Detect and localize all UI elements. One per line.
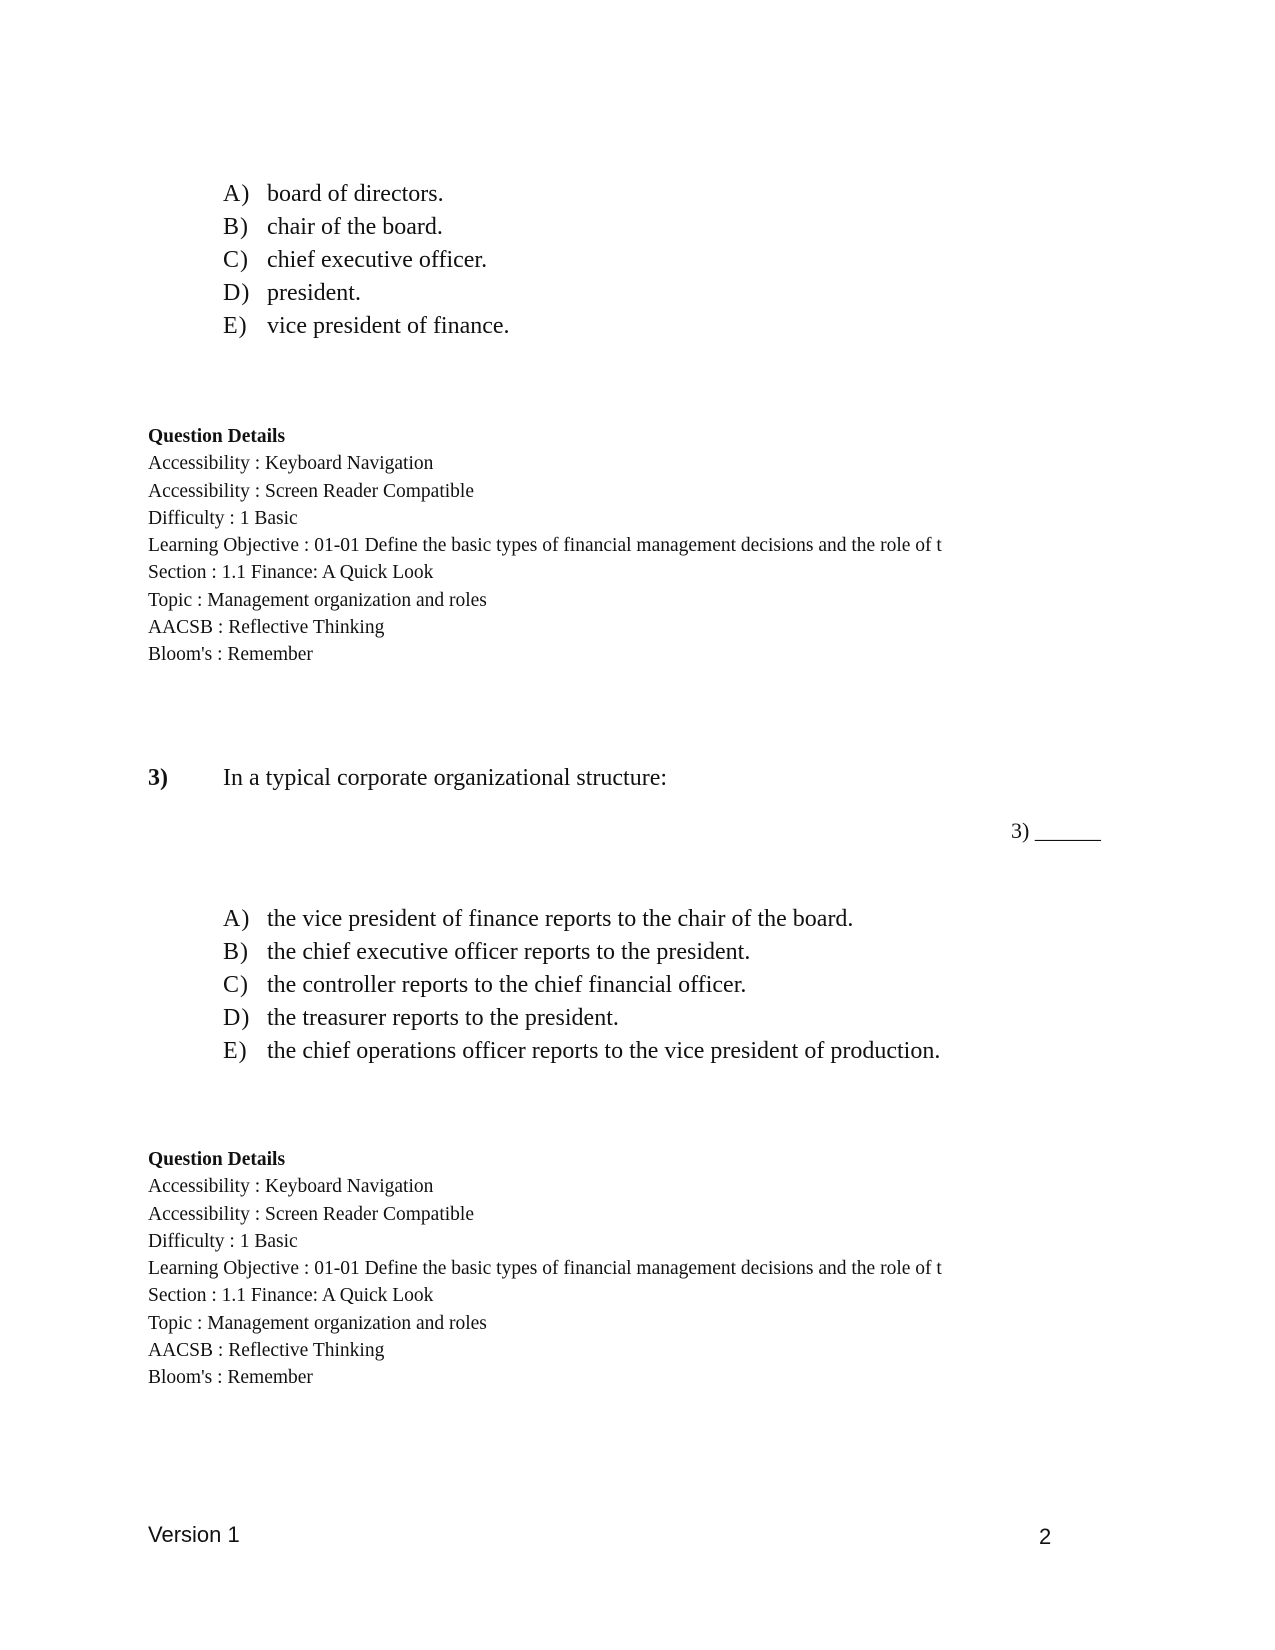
choice-text: board of directors.	[267, 181, 444, 207]
q2-question-details	[148, 423, 942, 669]
q3-choice-e	[223, 1035, 940, 1068]
details-heading: Question Details	[148, 426, 286, 447]
q3-choice-d	[223, 1002, 940, 1035]
choice-letter: E)	[223, 313, 248, 339]
details-line: Accessibility : Screen Reader Compatible	[148, 480, 474, 502]
q2-choice-c	[223, 244, 510, 277]
choice-text: chief executive officer.	[267, 247, 488, 273]
choice-text: vice president of finance.	[267, 313, 510, 339]
q3-choices	[223, 903, 940, 1068]
choice-letter: A)	[223, 906, 251, 932]
choice-text: chair of the board.	[267, 214, 443, 240]
q2-choice-b	[223, 211, 510, 244]
q3-question-text: In a typical corporate organizational structure:	[223, 765, 668, 791]
details-line: Learning Objective : 01-01 Define the basic types of financial management decisions and the role of t	[148, 1258, 942, 1280]
details-line: Bloom's : Remember	[148, 1367, 313, 1389]
choice-letter: B)	[223, 214, 249, 240]
details-heading: Question Details	[148, 1149, 286, 1170]
details-line: Accessibility : Screen Reader Compatible	[148, 1203, 474, 1225]
details-line: Learning Objective : 01-01 Define the basic types of financial management decisions and the role of t	[148, 535, 942, 557]
details-line: Section : 1.1 Finance: A Quick Look	[148, 1285, 434, 1307]
choice-text: the chief operations officer reports to the vice president of production.	[267, 1038, 941, 1064]
choice-letter: C)	[223, 972, 249, 998]
q3-choice-a	[223, 903, 940, 936]
details-line: Difficulty : 1 Basic	[148, 1230, 298, 1252]
choice-letter: A)	[223, 181, 251, 207]
choice-letter: E)	[223, 1038, 248, 1064]
details-line: AACSB : Reflective Thinking	[148, 617, 385, 639]
q2-choice-e	[223, 310, 510, 343]
q3-answer-blank[interactable]: 3) ______	[1011, 818, 1101, 843]
choice-text: the chief executive officer reports to the president.	[267, 939, 751, 965]
choice-text: the treasurer reports to the president.	[267, 1005, 619, 1031]
q2-choice-a	[223, 178, 510, 211]
details-line: Accessibility : Keyboard Navigation	[148, 1176, 434, 1198]
choice-letter: D)	[223, 1005, 251, 1031]
details-line: Topic : Management organization and roles	[148, 589, 487, 611]
q3-number: 3)	[148, 765, 168, 791]
choice-text: the controller reports to the chief financial officer.	[267, 972, 747, 998]
choice-text: the vice president of finance reports to the chair of the board.	[267, 906, 854, 932]
details-line: Bloom's : Remember	[148, 644, 313, 666]
q2-choices	[223, 178, 510, 343]
details-line: AACSB : Reflective Thinking	[148, 1340, 385, 1362]
choice-letter: B)	[223, 939, 249, 965]
q3-choice-b	[223, 936, 940, 969]
choice-letter: D)	[223, 280, 251, 306]
details-line: Difficulty : 1 Basic	[148, 507, 298, 529]
choice-text: president.	[267, 280, 361, 306]
footer-version: Version 1	[148, 1522, 240, 1547]
q3-choice-c	[223, 969, 940, 1002]
footer-page-number: 2	[1039, 1524, 1052, 1549]
q2-choice-d	[223, 277, 510, 310]
details-line: Section : 1.1 Finance: A Quick Look	[148, 562, 434, 584]
choice-letter: C)	[223, 247, 249, 273]
q3-question-details	[148, 1146, 942, 1392]
details-line: Topic : Management organization and roles	[148, 1312, 487, 1334]
details-line: Accessibility : Keyboard Navigation	[148, 453, 434, 475]
